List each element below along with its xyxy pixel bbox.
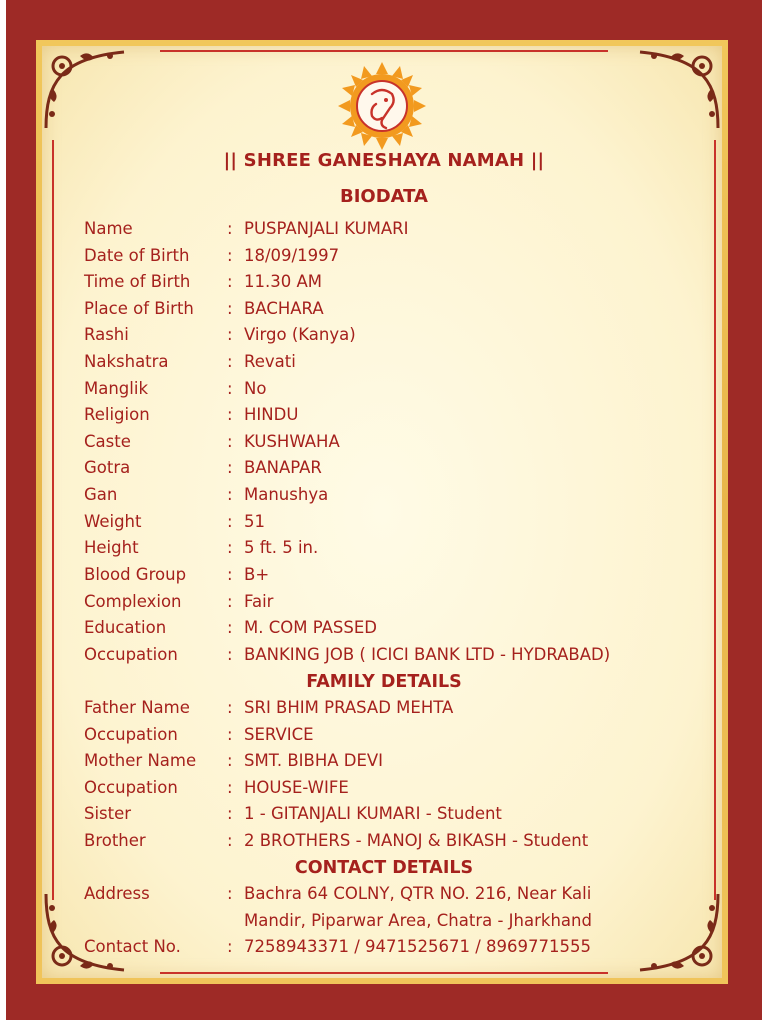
- detail-value: PUSPANJALI KUMARI: [244, 219, 409, 238]
- separator: :: [227, 379, 233, 398]
- detail-value: Manushya: [244, 485, 329, 504]
- detail-value: BANKING JOB ( ICICI BANK LTD - HYDRABAD): [244, 645, 611, 664]
- separator: :: [227, 352, 233, 371]
- detail-label: Name: [84, 219, 133, 238]
- detail-label: Occupation: [84, 725, 178, 744]
- detail-value: KUSHWAHA: [244, 432, 340, 451]
- top-ornament-line: [160, 50, 608, 52]
- detail-value: M. COM PASSED: [244, 618, 377, 637]
- separator: :: [227, 804, 233, 823]
- ganesha-emblem-icon: [336, 60, 428, 152]
- separator: :: [227, 645, 233, 664]
- detail-label: Religion: [84, 405, 150, 424]
- address-line-2: Mandir, Piparwar Area, Chatra - Jharkhand: [244, 911, 592, 930]
- address-line-1: Bachra 64 COLNY, QTR NO. 216, Near Kali: [244, 884, 592, 903]
- detail-value: Fair: [244, 592, 274, 611]
- detail-label: Height: [84, 538, 139, 557]
- detail-label: Mother Name: [84, 751, 197, 770]
- separator: :: [227, 751, 233, 770]
- detail-label: Gotra: [84, 458, 131, 477]
- left-ornament-line: [52, 140, 54, 900]
- mantra-heading: || SHREE GANESHAYA NAMAH ||: [223, 150, 545, 171]
- detail-label: Contact No.: [84, 937, 181, 956]
- detail-label: Occupation: [84, 645, 178, 664]
- detail-value: BACHARA: [244, 299, 324, 318]
- detail-label: Caste: [84, 432, 131, 451]
- separator: :: [227, 725, 233, 744]
- detail-label: Education: [84, 618, 167, 637]
- detail-value: 51: [244, 512, 265, 531]
- detail-value: 18/09/1997: [244, 246, 340, 265]
- separator: :: [227, 325, 233, 344]
- separator: :: [227, 937, 233, 956]
- detail-value: 2 BROTHERS - MANOJ & BIKASH - Student: [244, 831, 589, 850]
- separator: :: [227, 219, 233, 238]
- detail-label: Blood Group: [84, 565, 187, 584]
- right-ornament-line: [714, 140, 716, 900]
- biodata-title: BIODATA: [339, 186, 428, 207]
- detail-value: 5 ft. 5 in.: [244, 538, 319, 557]
- separator: :: [227, 272, 233, 291]
- separator: :: [227, 512, 233, 531]
- floral-corner-top-left-icon: [40, 44, 130, 134]
- detail-value: Virgo (Kanya): [244, 325, 356, 344]
- detail-value: SERVICE: [244, 725, 314, 744]
- floral-corner-top-right-icon: [634, 44, 724, 134]
- detail-value: HINDU: [244, 405, 299, 424]
- separator: :: [227, 405, 233, 424]
- family-details-heading: FAMILY DETAILS: [306, 672, 462, 692]
- separator: :: [227, 698, 233, 717]
- phone-numbers: 7258943371 / 9471525671 / 8969771555: [244, 937, 592, 956]
- separator: :: [227, 432, 233, 451]
- detail-label: Father Name: [84, 698, 190, 717]
- separator: :: [227, 592, 233, 611]
- detail-label: Brother: [84, 831, 146, 850]
- detail-value: BANAPAR: [244, 458, 322, 477]
- detail-value: No: [244, 379, 267, 398]
- detail-label: Place of Birth: [84, 299, 194, 318]
- detail-label: Sister: [84, 804, 132, 823]
- detail-label: Manglik: [84, 379, 149, 398]
- bottom-ornament-line: [160, 972, 608, 974]
- detail-label: Date of Birth: [84, 246, 190, 265]
- separator: :: [227, 778, 233, 797]
- separator: :: [227, 831, 233, 850]
- detail-value: B+: [244, 565, 270, 584]
- separator: :: [227, 884, 233, 903]
- separator: :: [227, 618, 233, 637]
- separator: :: [227, 485, 233, 504]
- separator: :: [227, 299, 233, 318]
- detail-label: Address: [84, 884, 150, 903]
- detail-value: Revati: [244, 352, 296, 371]
- detail-label: Complexion: [84, 592, 182, 611]
- detail-label: Weight: [84, 512, 142, 531]
- detail-label: Nakshatra: [84, 352, 169, 371]
- floral-corner-bottom-right-icon: [634, 888, 724, 978]
- detail-value: 1 - GITANJALI KUMARI - Student: [244, 804, 502, 823]
- detail-value: SRI BHIM PRASAD MEHTA: [244, 698, 454, 717]
- detail-label: Occupation: [84, 778, 178, 797]
- detail-label: Time of Birth: [84, 272, 191, 291]
- detail-value: SMT. BIBHA DEVI: [244, 751, 384, 770]
- separator: :: [227, 458, 233, 477]
- detail-label: Rashi: [84, 325, 129, 344]
- detail-value: 11.30 AM: [244, 272, 323, 291]
- detail-label: Gan: [84, 485, 118, 504]
- separator: :: [227, 538, 233, 557]
- detail-value: HOUSE-WIFE: [244, 778, 349, 797]
- separator: :: [227, 565, 233, 584]
- separator: :: [227, 246, 233, 265]
- contact-details-heading: CONTACT DETAILS: [294, 858, 474, 878]
